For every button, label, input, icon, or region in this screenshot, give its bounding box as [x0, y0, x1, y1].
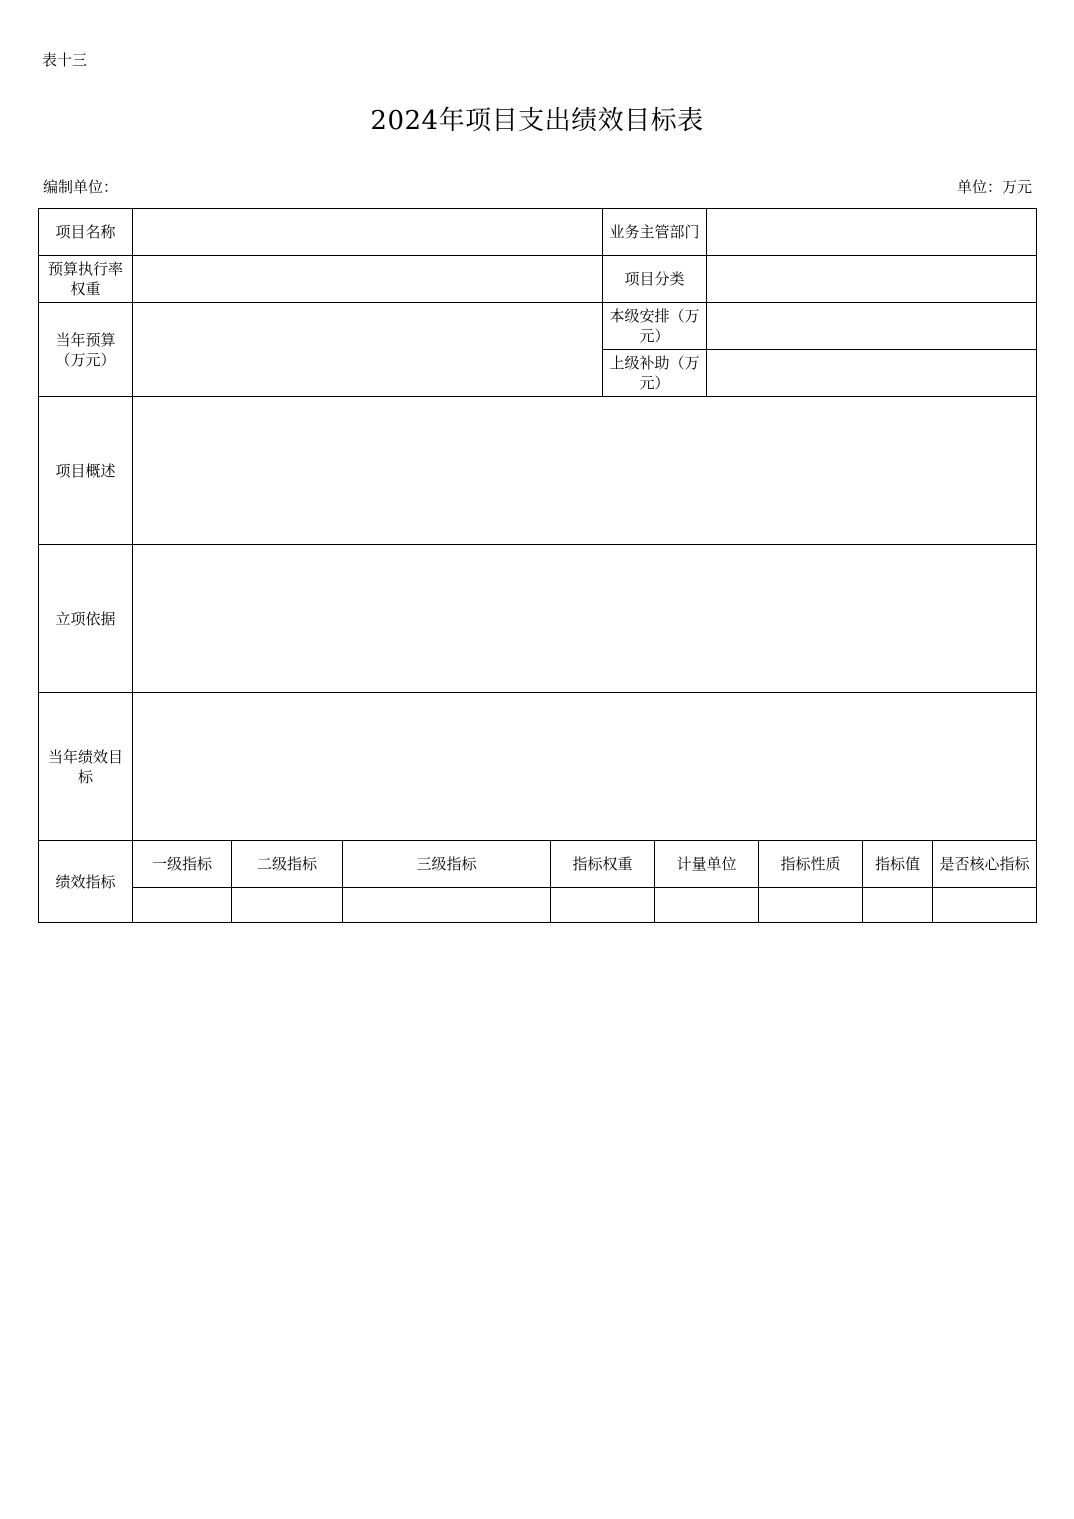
indicator-header-row [39, 841, 1037, 888]
row-exec-rate [39, 256, 1037, 303]
indicator-row [39, 888, 1037, 923]
page-title: 2024年项目支出绩效目标表 [370, 106, 704, 136]
annual-budget-field[interactable] [133, 303, 603, 397]
table-number: 表十三 [42, 51, 88, 69]
indicators-label: 绩效指标 [39, 841, 133, 923]
annual-goal-field[interactable] [133, 693, 1037, 841]
performance-target-table [38, 208, 1037, 923]
category-label: 项目分类 [603, 256, 707, 303]
upper-subsidy-label: 上级补助（万元） [603, 350, 707, 397]
indicator-col-header: 计量单位 [655, 841, 759, 888]
dept-field[interactable] [707, 209, 1037, 256]
exec-rate-weight-field[interactable] [133, 256, 603, 303]
overview-label: 项目概述 [39, 397, 133, 545]
row-basis [39, 545, 1037, 693]
upper-subsidy-field[interactable] [707, 350, 1037, 397]
indicator-col-header: 指标性质 [759, 841, 863, 888]
overview-field[interactable] [133, 397, 1037, 545]
project-name-label: 项目名称 [39, 209, 133, 256]
exec-rate-weight-label: 预算执行率权重 [39, 256, 133, 303]
indicator-cell[interactable] [759, 888, 863, 923]
indicator-col-header: 指标值 [863, 841, 933, 888]
basis-field[interactable] [133, 545, 1037, 693]
indicator-cell[interactable] [863, 888, 933, 923]
indicator-col-header: 二级指标 [232, 841, 343, 888]
indicator-cell[interactable] [133, 888, 232, 923]
annual-budget-label: 当年预算（万元） [39, 303, 133, 397]
indicator-col-header: 一级指标 [133, 841, 232, 888]
indicator-col-header: 是否核心指标 [933, 841, 1037, 888]
row-overview [39, 397, 1037, 545]
indicator-cell[interactable] [551, 888, 655, 923]
category-field[interactable] [707, 256, 1037, 303]
basis-label: 立项依据 [39, 545, 133, 693]
local-arrange-label: 本级安排（万元） [603, 303, 707, 350]
dept-label: 业务主管部门 [603, 209, 707, 256]
row-project-name [39, 209, 1037, 256]
indicator-cell[interactable] [933, 888, 1037, 923]
row-annual-goal [39, 693, 1037, 841]
indicator-cell[interactable] [232, 888, 343, 923]
indicator-cell[interactable] [343, 888, 551, 923]
project-name-field[interactable] [133, 209, 603, 256]
indicator-cell[interactable] [655, 888, 759, 923]
indicator-col-header: 指标权重 [551, 841, 655, 888]
row-budget-1 [39, 303, 1037, 350]
local-arrange-field[interactable] [707, 303, 1037, 350]
indicator-col-header: 三级指标 [343, 841, 551, 888]
compiler-label: 编制单位： [43, 178, 119, 196]
annual-goal-label: 当年绩效目标 [39, 693, 133, 841]
unit-label: 单位：万元 [956, 178, 1032, 196]
